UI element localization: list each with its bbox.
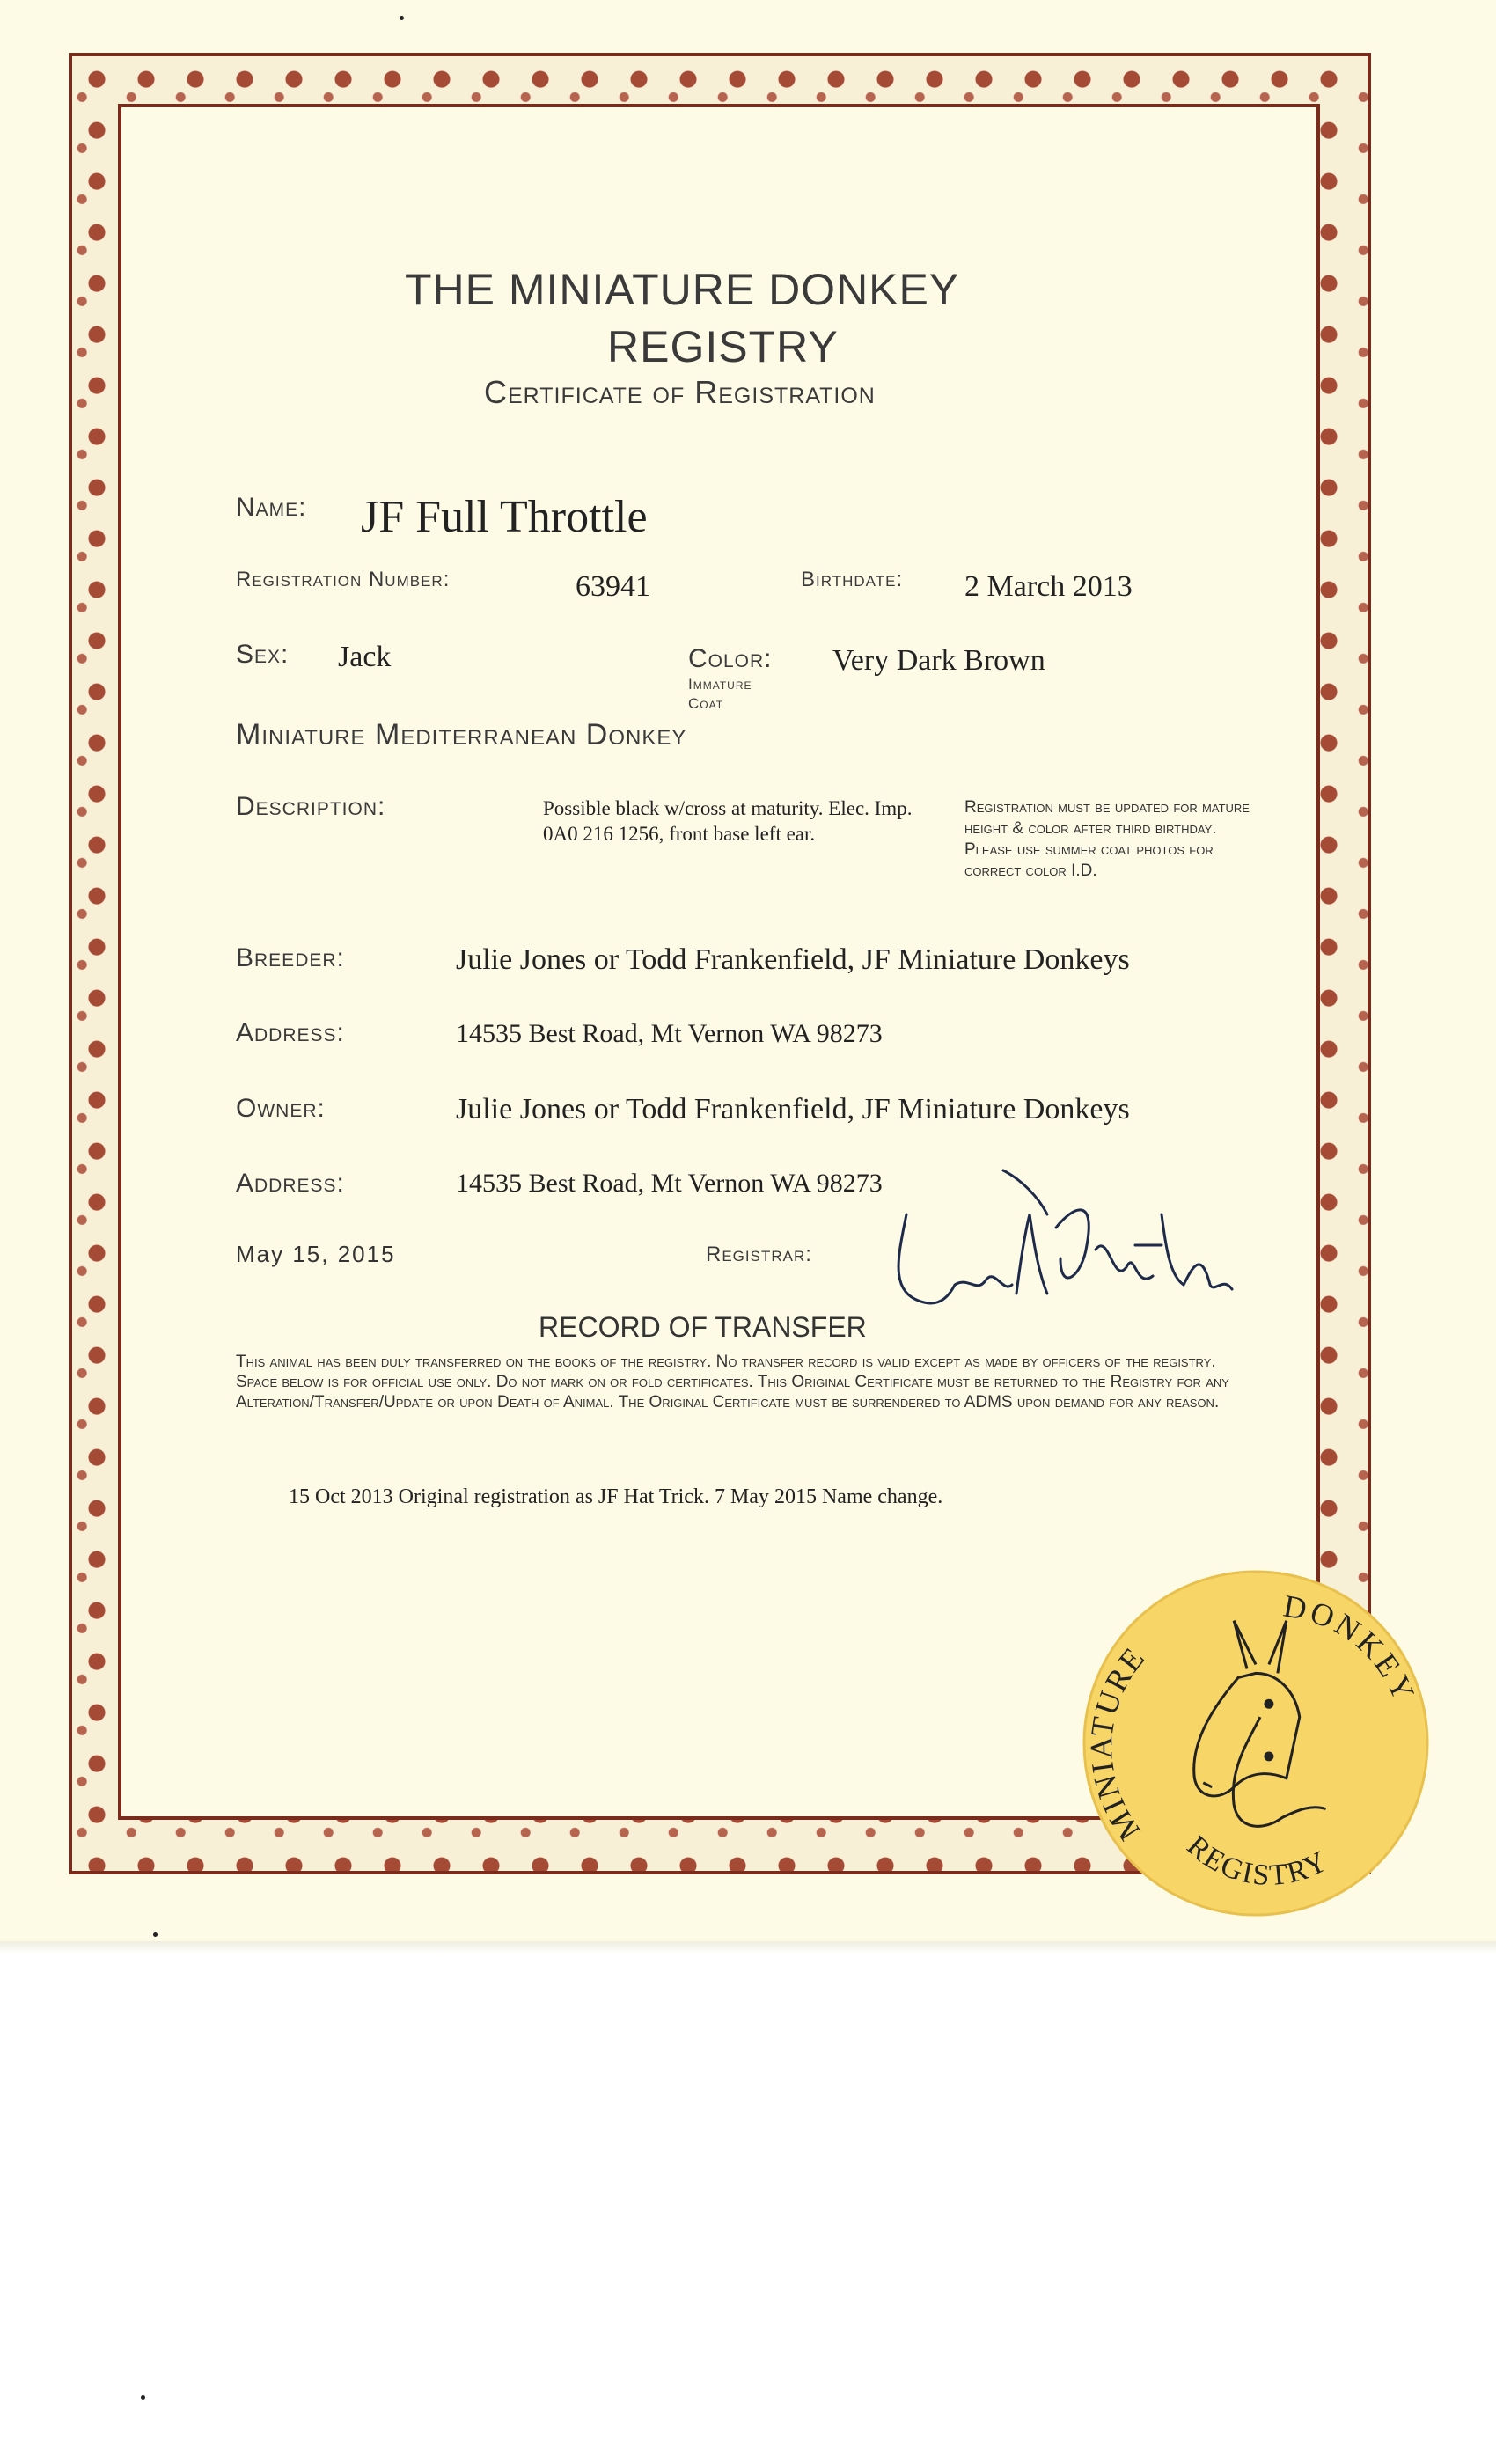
registration-number-value: 63941 bbox=[576, 570, 650, 603]
registrar-label: Registrar: bbox=[706, 1243, 812, 1266]
title-line-1: THE MINIATURE DONKEY bbox=[405, 265, 960, 314]
registration-number-label: Registration Number: bbox=[236, 568, 451, 591]
scan-speck bbox=[400, 16, 404, 20]
owner-address-label: Address: bbox=[236, 1169, 345, 1198]
transfer-note: 15 Oct 2013 Original registration as JF Hat Trick. 7 May 2015 Name change. bbox=[289, 1485, 943, 1508]
issue-date: May 15, 2015 bbox=[236, 1241, 396, 1267]
sex-value: Jack bbox=[338, 641, 392, 673]
scan-speck bbox=[141, 2395, 145, 2400]
breeder-label: Breeder: bbox=[236, 943, 345, 972]
seal-top-text: MINIATURE bbox=[1083, 1639, 1153, 1847]
owner-value: Julie Jones or Todd Frankenfield, JF Miniature Donkeys bbox=[456, 1093, 1130, 1126]
sex-label: Sex: bbox=[236, 640, 290, 669]
breeder-value: Julie Jones or Todd Frankenfield, JF Miniature Donkeys bbox=[456, 943, 1130, 976]
birthdate-label: Birthdate: bbox=[801, 568, 904, 591]
description-value: Possible black w/cross at maturity. Elec. Imp. 0A0 216 1256, front base left ear. bbox=[543, 797, 913, 845]
name-value: JF Full Throttle bbox=[361, 492, 648, 542]
seal-bottom-text: REGISTRY bbox=[1180, 1830, 1334, 1893]
description-label: Description: bbox=[236, 792, 386, 821]
registration-update-note: Registration must be updated for mature height & color after third birthday. Please use summer coat photos for correct color I.D. bbox=[964, 798, 1250, 880]
owner-label: Owner: bbox=[236, 1094, 326, 1123]
color-label: Color: bbox=[688, 644, 773, 673]
breeder-address-value: 14535 Best Road, Mt Vernon WA 98273 bbox=[456, 1019, 883, 1048]
seal-right-text: DONKEY bbox=[1280, 1588, 1423, 1709]
owner-address-value: 14535 Best Road, Mt Vernon WA 98273 bbox=[456, 1169, 883, 1198]
birthdate-value: 2 March 2013 bbox=[964, 570, 1133, 603]
name-label: Name: bbox=[236, 493, 307, 522]
record-of-transfer-title: RECORD OF TRANSFER bbox=[539, 1311, 867, 1343]
scan-speck bbox=[153, 1932, 158, 1937]
registrar-signature bbox=[871, 1162, 1250, 1329]
record-of-transfer-body: This animal has been duly transferred on the books of the registry. No transfer record is valid except as made by officers of the registry. Space below is for official use only. Do not mark on or fold certificates. This Original Certificate must be returned to the Registry for any Alteration/Transfer/Update or upon Death of Animal. The Original Certificate must be surrendered to ADMS upon demand for any reason. bbox=[236, 1353, 1229, 1412]
miniature-donkey-registry-seal bbox=[1081, 1568, 1431, 1918]
breed: Miniature Mediterranean Donkey bbox=[236, 718, 687, 752]
breeder-address-label: Address: bbox=[236, 1018, 345, 1047]
title-line-2: REGISTRY bbox=[607, 322, 839, 371]
certificate-subtitle: Certificate of Registration bbox=[484, 374, 876, 410]
scan-edge bbox=[0, 1941, 1496, 1954]
color-note-immature: Immature bbox=[688, 676, 752, 693]
color-note-coat: Coat bbox=[688, 695, 724, 712]
color-value: Very Dark Brown bbox=[832, 644, 1045, 677]
